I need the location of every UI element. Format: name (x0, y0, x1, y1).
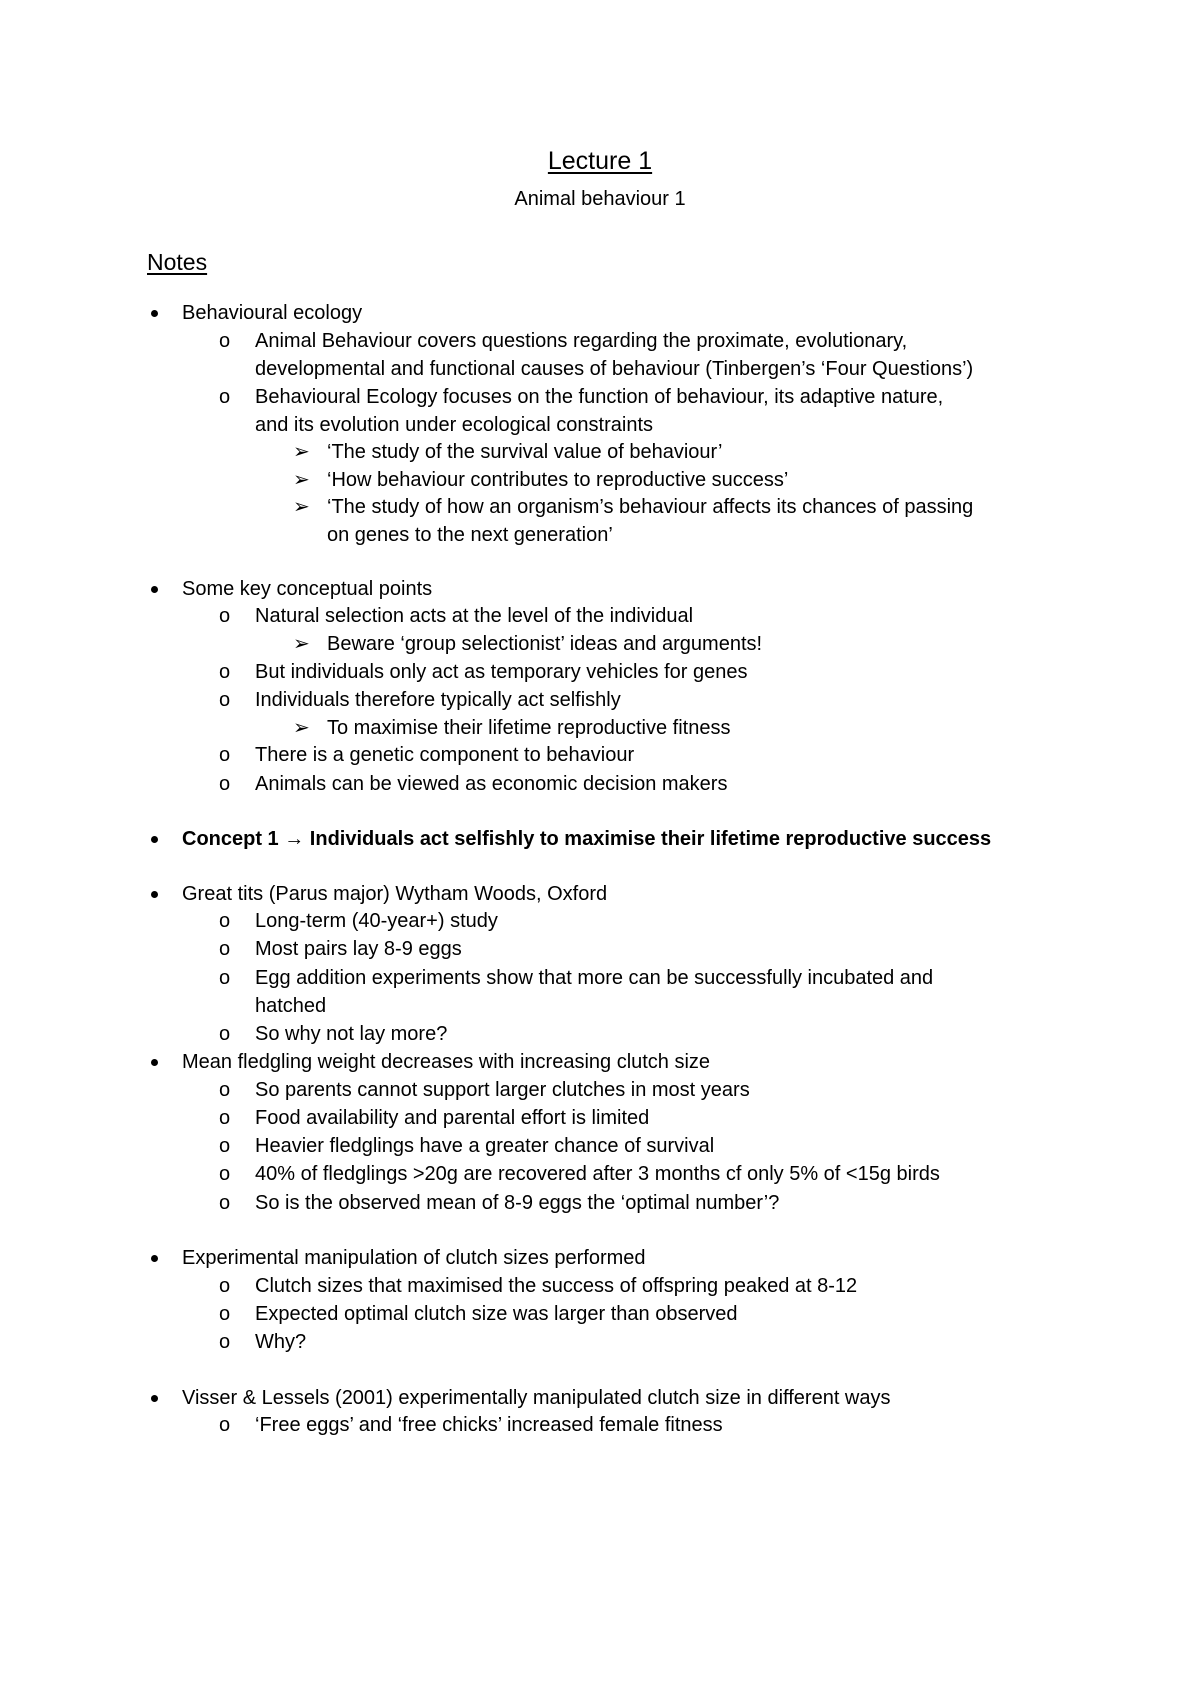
note-line: Individuals therefore typically act selfishly (255, 689, 621, 711)
bullet-disc-icon (151, 1047, 158, 1077)
note-line: Behavioural Ecology focuses on the function of behaviour, its adaptive nature, (255, 386, 944, 408)
page-subtitle: Animal behaviour 1 (514, 188, 686, 210)
disc-icon (151, 310, 158, 317)
bullet-arrow-icon: ➢ (293, 469, 310, 491)
bullet-disc-icon (151, 824, 158, 854)
note-line: Most pairs lay 8-9 eggs (255, 938, 462, 960)
bullet-arrow-icon: ➢ (293, 717, 310, 739)
disc-icon (151, 891, 158, 898)
page-title: Lecture 1 (547, 147, 653, 175)
note-line: and its evolution under ecological constraints (255, 414, 654, 436)
note-line: Visser & Lessels (2001) experimentally manipulated clutch size in different ways (182, 1387, 891, 1409)
note-line: Experimental manipulation of clutch sizes performed (182, 1247, 646, 1269)
note-line: Animals can be viewed as economic decision makers (255, 773, 728, 795)
bullet-circle-icon: o (219, 1303, 231, 1325)
note-line: 40% of fledglings >20g are recovered after 3 months cf only 5% of <15g birds (255, 1163, 940, 1185)
bullet-circle-icon: o (219, 330, 231, 352)
note-line: Behavioural ecology (182, 302, 363, 324)
bullet-circle-icon: o (219, 910, 231, 932)
note-line: Natural selection acts at the level of the individual (255, 605, 694, 627)
bullet-disc-icon (151, 298, 158, 328)
note-line: Long-term (40-year+) study (255, 910, 498, 932)
bullet-circle-icon: o (219, 1023, 231, 1045)
note-line: To maximise their lifetime reproductive fitness (327, 717, 731, 739)
note-line: There is a genetic component to behaviour (255, 744, 635, 766)
note-line: Heavier fledglings have a greater chance of survival (255, 1135, 715, 1157)
note-line: Clutch sizes that maximised the success of offspring peaked at 8-12 (255, 1275, 858, 1297)
note-line: So parents cannot support larger clutches in most years (255, 1079, 750, 1101)
bullet-disc-icon (151, 574, 158, 604)
concept-line: Concept 1 → Individuals act selfishly to maximise their lifetime reproductive success (182, 828, 992, 850)
bullet-circle-icon: o (219, 1163, 231, 1185)
note-line: ‘Free eggs’ and ‘free chicks’ increased female fitness (255, 1414, 723, 1436)
disc-icon (151, 836, 158, 843)
note-line: ‘The study of how an organism’s behaviour affects its chances of passing (327, 496, 974, 518)
bullet-disc-icon (151, 1383, 158, 1413)
bullet-circle-icon: o (219, 967, 231, 989)
note-line: So is the observed mean of 8-9 eggs the ‘optimal number’? (255, 1192, 780, 1214)
note-line: Food availability and parental effort is limited (255, 1107, 650, 1129)
bullet-arrow-icon: ➢ (293, 441, 310, 463)
note-line: Animal Behaviour covers questions regarding the proximate, evolutionary, (255, 330, 908, 352)
bullet-arrow-icon: ➢ (293, 633, 310, 655)
bullet-circle-icon: o (219, 938, 231, 960)
bullet-circle-icon: o (219, 1331, 231, 1353)
bullet-circle-icon: o (219, 1079, 231, 1101)
note-line: Great tits (Parus major) Wytham Woods, Oxford (182, 883, 608, 905)
bullet-circle-icon: o (219, 386, 231, 408)
bullet-circle-icon: o (219, 1414, 231, 1436)
bullet-disc-icon (151, 879, 158, 909)
bullet-circle-icon: o (219, 1192, 231, 1214)
note-line: developmental and functional causes of behaviour (Tinbergen’s ‘Four Questions’) (255, 358, 974, 380)
notes-heading: Notes (147, 249, 208, 275)
bullet-disc-icon (151, 1243, 158, 1273)
bullet-circle-icon: o (219, 773, 231, 795)
note-line: ‘How behaviour contributes to reproductive success’ (327, 469, 789, 491)
note-line: ‘The study of the survival value of behaviour’ (327, 441, 723, 463)
bullet-circle-icon: o (219, 1135, 231, 1157)
note-line: Expected optimal clutch size was larger than observed (255, 1303, 738, 1325)
note-line: Beware ‘group selectionist’ ideas and arguments! (327, 633, 763, 655)
note-line: Egg addition experiments show that more can be successfully incubated and (255, 967, 934, 989)
disc-icon (151, 1059, 158, 1066)
bullet-circle-icon: o (219, 744, 231, 766)
bullet-circle-icon: o (219, 1107, 231, 1129)
bullet-circle-icon: o (219, 1275, 231, 1297)
bullet-circle-icon: o (219, 661, 231, 683)
bullet-circle-icon: o (219, 689, 231, 711)
note-line: Mean fledgling weight decreases with increasing clutch size (182, 1051, 711, 1073)
note-line: Why? (255, 1331, 307, 1353)
note-line: Some key conceptual points (182, 578, 433, 600)
note-line: on genes to the next generation’ (327, 524, 613, 546)
disc-icon (151, 1255, 158, 1262)
bullet-arrow-icon: ➢ (293, 496, 310, 518)
note-line: But individuals only act as temporary vehicles for genes (255, 661, 748, 683)
note-line: hatched (255, 995, 327, 1017)
bullet-circle-icon: o (219, 605, 231, 627)
disc-icon (151, 586, 158, 593)
note-line: So why not lay more? (255, 1023, 448, 1045)
disc-icon (151, 1395, 158, 1402)
